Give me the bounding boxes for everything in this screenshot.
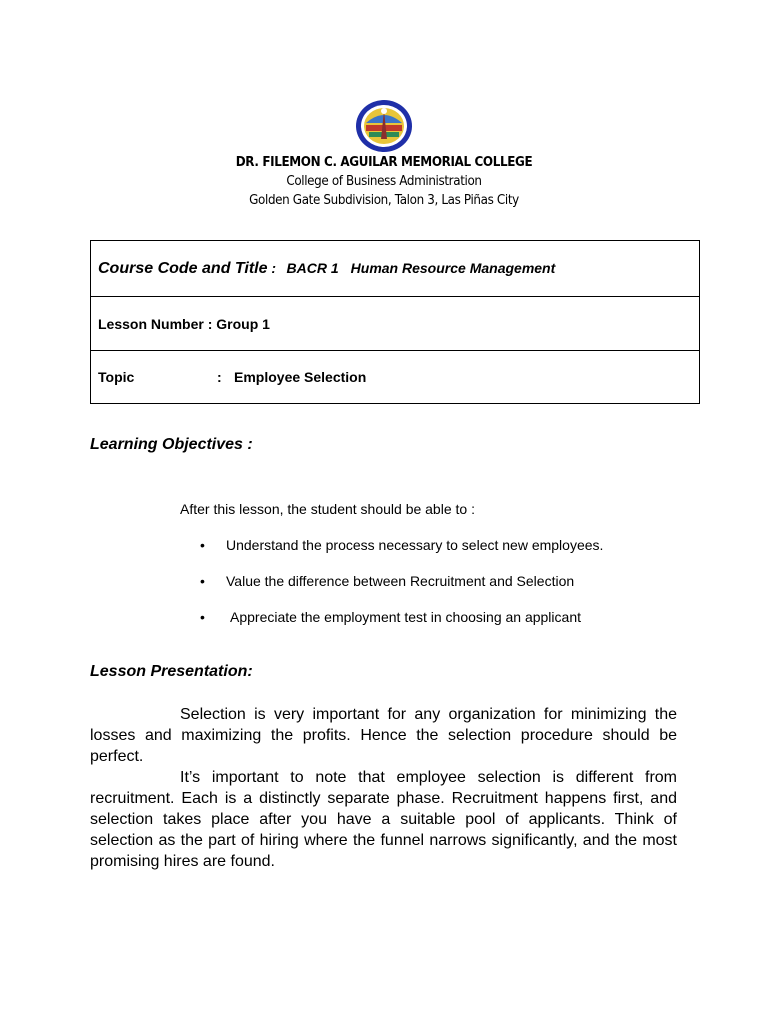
college-seal-logo <box>355 99 413 153</box>
course-cell <box>91 241 700 297</box>
lesson-cell <box>91 297 700 351</box>
learning-objectives-heading: Learning Objectives : <box>90 436 253 453</box>
objective-text: Appreciate the employment test in choosing an applicant <box>230 609 581 625</box>
college-address: Golden Gate Subdivision, Talon 3, Las Piñas City <box>249 193 519 208</box>
topic-colon: : <box>217 369 222 385</box>
course-code: BACR 1 <box>286 259 339 276</box>
objective-text: Understand the process necessary to select new employees. <box>226 537 604 553</box>
lesson-row <box>91 297 700 351</box>
college-name: DR. FILEMON C. AGUILAR MEMORIAL COLLEGE <box>235 155 533 170</box>
course-row <box>91 241 700 297</box>
department-name: College of Business Administration <box>286 174 482 189</box>
course-info-table <box>90 240 700 404</box>
objectives-intro: After this lesson, the student should be able to : <box>180 501 475 517</box>
lesson-paragraph: It’s important to note that employee selection is different from recruitment. Each is a distinctly separate phase. Recruitment happens first, and selection takes place after you have a suitable pool of applicants. Think of selection as the part of hiring where the funnel narrows significantly, and the most promising hires are found. <box>90 769 677 870</box>
lesson-label: Lesson Number : <box>98 315 213 332</box>
course-title: Human Resource Management <box>350 259 556 276</box>
lesson-presentation-heading: Lesson Presentation: <box>90 663 253 680</box>
bullet-icon: • <box>200 609 205 625</box>
course-value <box>287 260 556 276</box>
bullet-icon: • <box>200 573 205 589</box>
topic-row <box>91 351 700 404</box>
topic-label: Topic <box>98 369 135 385</box>
lesson-body <box>90 704 677 872</box>
topic-cell <box>91 351 700 404</box>
lesson-value: Group 1 <box>216 315 270 332</box>
topic-value: Employee Selection <box>234 369 367 385</box>
course-label: Course Code and Title <box>98 259 268 277</box>
course-colon: : <box>267 259 277 276</box>
lesson-paragraph: Selection is very important for any organization for minimizing the losses and maximizing the profits. Hence the selection procedure should be perfect. <box>90 706 677 765</box>
objective-text: Value the difference between Recruitment and Selection <box>226 573 575 589</box>
bullet-icon: • <box>200 537 205 553</box>
